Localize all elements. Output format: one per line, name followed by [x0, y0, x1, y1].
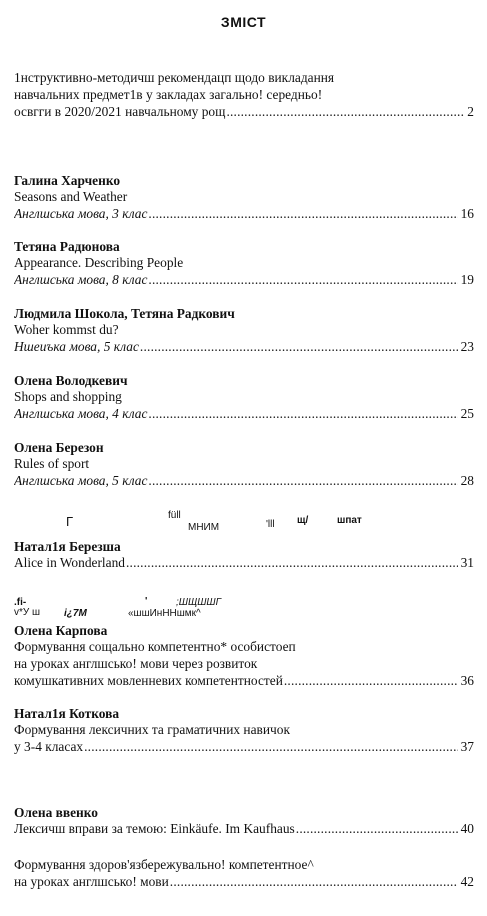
entry-subject: Англшська мова, 3 клас	[14, 205, 148, 221]
entry-title: Rules of sport	[14, 456, 90, 471]
dot-leader	[148, 406, 457, 423]
page-number: 19	[460, 271, 474, 287]
entry-text-line: освгги в 2020/2021 навчальному рощ	[14, 103, 226, 119]
entry-text-line: Лексичш вправи за темою: Einkäufe. Im Kaufhaus	[14, 821, 295, 836]
entry-title: Seasons and Weather	[14, 189, 128, 204]
toc-entry	[14, 238, 474, 289]
entry-leader	[14, 206, 474, 223]
entry-author: Олена Березон	[14, 440, 104, 455]
entry-subject: Англшська мова, 8 клас	[14, 271, 148, 287]
entry-text-line: Формування здоров'язбережувально! компетентное^	[14, 857, 314, 872]
page-number: 40	[460, 821, 474, 836]
page-number: 42	[460, 873, 474, 889]
entry-text-line: на уроках англшсько! мови	[14, 873, 169, 889]
artifact-text: ;ШЩШШГ	[176, 597, 222, 608]
entry-author: Людмила Шокола, Тетяна Радкович	[14, 306, 235, 321]
entry-leader	[14, 339, 474, 356]
toc-entry	[14, 439, 474, 490]
page-number: 36	[460, 672, 474, 688]
entry-author: Олена Володкевич	[14, 373, 128, 388]
artifact-text: МНИМ	[188, 522, 220, 533]
artifact-text: щ/	[297, 515, 309, 526]
artifact-text: v*У ш	[14, 607, 41, 618]
toc-entry	[14, 172, 474, 223]
entry-text-line: на уроках англшсько! мови через розвиток	[14, 655, 258, 671]
entry-text-line: у 3-4 класах	[14, 738, 84, 754]
entry-text-line: 1нструктивно-методичш рекомендацп щодо викладання	[14, 70, 335, 85]
artifact-text: Г	[66, 514, 74, 529]
dot-leader	[296, 821, 458, 838]
entry-title: Alice in Wonderland	[14, 555, 125, 570]
entry-title: Woher kommst du?	[14, 322, 119, 337]
page-number: 16	[460, 205, 474, 221]
dot-leader	[170, 874, 458, 891]
entry-leader	[14, 473, 474, 490]
entry-leader	[14, 739, 474, 756]
toc-entry	[14, 857, 474, 891]
entry-subject: Англшська мова, 5 клас	[14, 472, 148, 488]
entry-author: Олена ввенко	[14, 805, 98, 820]
page-title: ЗМІСТ	[220, 14, 267, 30]
entry-author: Олена Карпова	[14, 623, 108, 638]
page-number: 23	[460, 338, 474, 354]
dot-leader	[140, 339, 458, 356]
entry-leader	[14, 821, 474, 838]
entry-subject: Ншеиъка мова, 5 клас	[14, 338, 139, 354]
page-number: 37	[460, 738, 474, 754]
entry-title: Shops and shopping	[14, 389, 122, 404]
dot-leader	[84, 739, 457, 756]
entry-text-line: навчальних предмет1в у закладах загально! середньо!	[14, 86, 323, 102]
artifact-text: füll	[168, 510, 181, 521]
entry-text-line: комушкативних мовленневих компетентностей	[14, 672, 283, 688]
dot-leader	[126, 555, 458, 572]
page-number: 31	[460, 555, 474, 570]
artifact-text: i¿7M	[64, 608, 87, 619]
dot-leader	[284, 673, 458, 690]
entry-subject: Англшська мова, 4 клас	[14, 405, 148, 421]
toc-entry	[14, 705, 474, 756]
entry-text-line: Формування лексичних та граматичних навичок	[14, 722, 290, 737]
entry-author: Тетяна Радюнова	[14, 239, 120, 254]
page-number: 2	[467, 103, 474, 119]
entry-leader	[14, 272, 474, 289]
entry-author: Натал1я Коткова	[14, 706, 120, 721]
toc-entry	[14, 804, 474, 838]
artifact-text: «шшИнННшмк^	[128, 608, 201, 619]
entry-author: Натал1я Березша	[14, 539, 121, 554]
dot-leader	[148, 473, 457, 490]
artifact-text: '	[145, 596, 148, 607]
dot-leader	[148, 272, 457, 289]
entry-leader	[14, 555, 474, 572]
artifact-text: шпат	[337, 515, 362, 526]
entry-text-line: Формування сощально компетентно* особистоеп	[14, 639, 296, 654]
entry-leader	[14, 104, 474, 121]
entry-leader	[14, 673, 474, 690]
toc-entry	[14, 622, 474, 689]
page-number: 25	[460, 405, 474, 421]
toc-entry-intro	[14, 70, 474, 120]
toc-entry	[14, 372, 474, 423]
dot-leader	[148, 206, 457, 223]
toc-entry	[14, 305, 474, 356]
dot-leader	[226, 104, 464, 121]
artifact-text: 'lll	[266, 519, 275, 530]
toc-entry	[14, 538, 474, 572]
entry-title: Appearance. Describing People	[14, 255, 184, 270]
entry-author: Галина Харченко	[14, 173, 121, 188]
entry-leader	[14, 406, 474, 423]
artifact-text: .fi-	[14, 597, 27, 608]
entry-leader	[14, 874, 474, 891]
page-number: 28	[460, 472, 474, 488]
